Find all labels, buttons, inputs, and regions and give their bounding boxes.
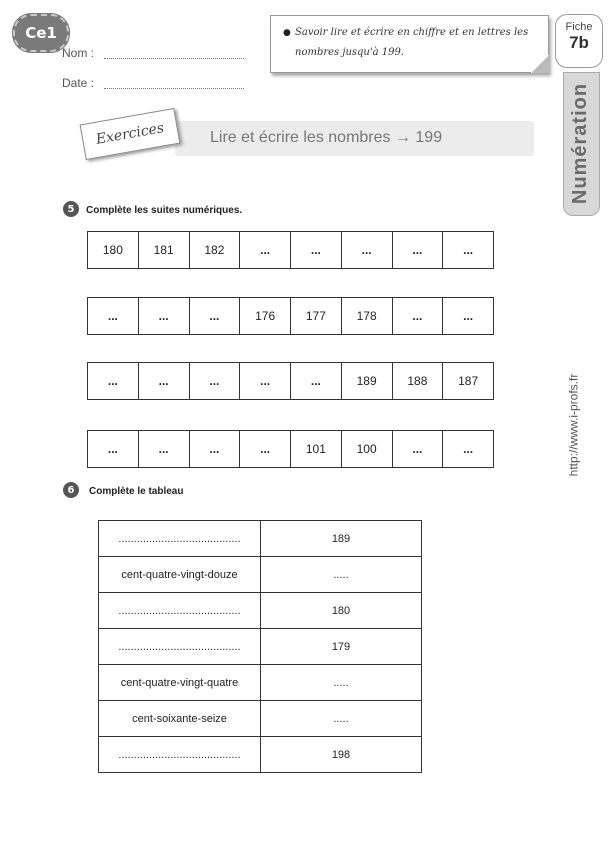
name-field[interactable] — [104, 48, 244, 59]
table-row — [99, 701, 422, 737]
digits-cell: 180 — [261, 593, 422, 629]
sequence-row-1 — [87, 231, 494, 269]
digits-cell[interactable]: ..... — [261, 665, 422, 701]
words-cell: cent-soixante-seize — [99, 701, 261, 737]
banner-title: Lire et écrire les nombres → 199 — [210, 129, 443, 146]
sequence-row-4 — [87, 430, 494, 468]
date-label: Date : — [62, 76, 95, 90]
sequence-blank[interactable]: ... — [139, 363, 190, 399]
sequence-blank[interactable]: ... — [342, 232, 393, 268]
sequence-blank[interactable]: ... — [88, 363, 139, 399]
sequence-blank[interactable]: ... — [190, 298, 241, 334]
sequence-blank[interactable]: ... — [190, 363, 241, 399]
exercise-tag — [80, 108, 181, 160]
fiche-number: 7b — [569, 33, 589, 52]
digits-cell[interactable]: ..... — [261, 557, 422, 593]
sequence-blank[interactable]: ... — [88, 431, 139, 467]
sequence-cell: 181 — [139, 232, 190, 268]
table-row — [99, 737, 422, 773]
name-label: Nom : — [62, 46, 95, 60]
sequence-blank[interactable]: ... — [88, 298, 139, 334]
objective-card — [270, 15, 549, 73]
words-cell[interactable]: ........................................ — [99, 629, 261, 665]
sequence-cell: 176 — [240, 298, 291, 334]
sequence-blank[interactable]: ... — [240, 363, 291, 399]
sequence-blank[interactable]: ... — [393, 298, 444, 334]
table-row — [99, 593, 422, 629]
sequence-blank[interactable]: ... — [190, 431, 241, 467]
sequence-blank[interactable]: ... — [291, 363, 342, 399]
section-title-5: Complète les suites numériques. — [86, 205, 243, 216]
site-url: http://www.i-profs.fr — [566, 373, 581, 477]
section-number-6: 6 — [63, 482, 79, 498]
digits-cell: 179 — [261, 629, 422, 665]
digits-cell: 189 — [261, 521, 422, 557]
sequence-cell: 189 — [342, 363, 393, 399]
words-cell[interactable]: ........................................ — [99, 737, 261, 773]
words-cell[interactable]: ........................................ — [99, 593, 261, 629]
table-row — [99, 665, 422, 701]
level-badge: Ce1 — [13, 14, 69, 52]
category-label-wrap — [563, 72, 598, 214]
section-title-6: Complète le tableau — [89, 486, 184, 497]
sequence-blank[interactable]: ... — [393, 232, 444, 268]
sequence-blank[interactable]: ... — [139, 431, 190, 467]
sequence-blank[interactable]: ... — [393, 431, 444, 467]
sequence-blank[interactable]: ... — [463, 442, 474, 456]
table-row — [99, 557, 422, 593]
sequence-blank[interactable]: ... — [463, 243, 474, 257]
category-label: Numération — [569, 82, 591, 204]
objective-text: Savoir lire et écrire en chiffre et en lettres les nombres jusqu'à 199. — [295, 27, 529, 58]
digits-cell: 198 — [261, 737, 422, 773]
words-cell: cent-quatre-vingt-quatre — [99, 665, 261, 701]
sequence-cell: 177 — [291, 298, 342, 334]
sequence-blank[interactable]: ... — [139, 298, 190, 334]
conversion-table — [98, 520, 422, 773]
sequence-cell: 178 — [342, 298, 393, 334]
words-cell[interactable]: ........................................ — [99, 521, 261, 557]
fiche-tab — [555, 14, 603, 68]
section-number-5: 5 — [63, 201, 79, 217]
bullet-icon: ● — [283, 28, 291, 38]
sequence-blank[interactable]: ... — [463, 309, 474, 323]
exercise-tag-label: Exercices — [94, 120, 166, 148]
fiche-label: Fiche — [565, 21, 593, 33]
table-row — [99, 629, 422, 665]
sequence-cell: 101 — [291, 431, 342, 467]
url-wrap — [560, 360, 586, 490]
page-fold-icon — [531, 55, 549, 73]
words-cell: cent-quatre-vingt-douze — [99, 557, 261, 593]
table-row — [99, 521, 422, 557]
date-field[interactable] — [104, 78, 244, 89]
sequence-cell: 187 — [458, 374, 479, 388]
sequence-row-2 — [87, 297, 494, 335]
sequence-cell: 180 — [88, 232, 139, 268]
sequence-cell: 188 — [393, 363, 444, 399]
sequence-cell: 182 — [190, 232, 241, 268]
sequence-cell: 100 — [342, 431, 393, 467]
sequence-row-3 — [87, 362, 494, 400]
sequence-blank[interactable]: ... — [240, 431, 291, 467]
digits-cell[interactable]: ..... — [261, 701, 422, 737]
sequence-blank[interactable]: ... — [291, 232, 342, 268]
sequence-blank[interactable]: ... — [240, 232, 291, 268]
